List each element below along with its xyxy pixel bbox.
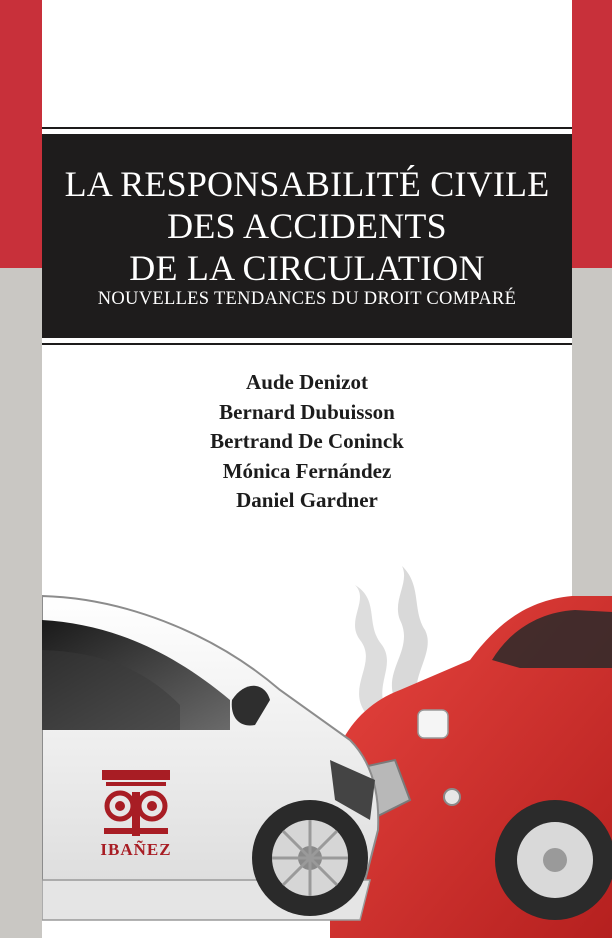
author-name: Daniel Gardner <box>236 488 378 512</box>
publisher-name: IBAÑEZ <box>100 840 172 859</box>
top-rule <box>42 127 572 129</box>
bottom-rule <box>42 343 572 345</box>
title-line-2: DES ACCIDENTS <box>167 206 447 246</box>
author-name: Bertrand De Coninck <box>210 429 404 453</box>
red-band-left <box>0 0 42 268</box>
red-band-right <box>572 0 612 268</box>
subtitle: NOUVELLES TENDANCES DU DROIT COMPARÉ <box>97 289 517 309</box>
author-list <box>42 368 572 516</box>
author-name: Mónica Fernández <box>222 458 392 483</box>
author-name: Bernard Dubuisson <box>219 399 395 424</box>
white-car-image <box>42 596 378 920</box>
author-name: Aude Denizot <box>246 370 368 394</box>
car-crash-illustration <box>0 540 612 938</box>
title-block <box>42 134 572 338</box>
title-line-1: LA RESPONSABILITÉ CIVILE <box>64 164 550 204</box>
title-line-3: DE LA CIRCULATION <box>129 248 485 288</box>
